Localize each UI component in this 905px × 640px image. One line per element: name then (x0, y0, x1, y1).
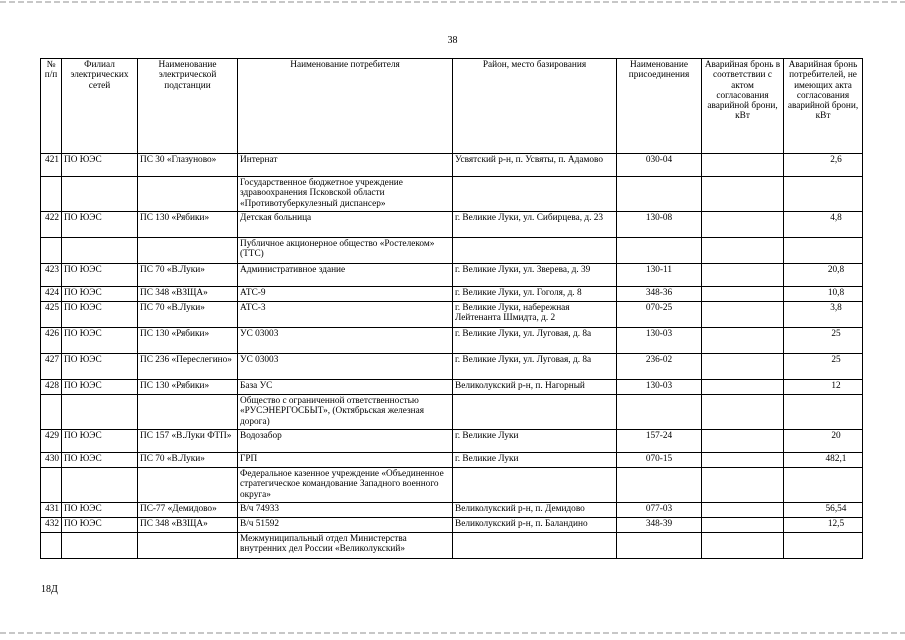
cell-reserve-without-act (784, 238, 863, 264)
header-reserve-without-act: Аварийная бронь потребителей, не имеющих акта согласования аварийной брони, кВт (784, 59, 863, 154)
table-row (41, 264, 863, 287)
cell-consumer: Детская больница (238, 212, 453, 238)
cell-consumer: УС 03003 (238, 328, 453, 354)
cell-branch: ПО ЮЭС (62, 503, 138, 518)
cell-substation (138, 238, 238, 264)
cell-num: 426 (41, 328, 62, 354)
table-row (41, 287, 863, 302)
cell-reserve-without-act (784, 533, 863, 559)
cell-reserve-with-act (702, 328, 784, 354)
cell-reserve-without-act: 20 (784, 430, 863, 453)
cell-substation (138, 177, 238, 212)
table-row (41, 533, 863, 559)
table-header-row (41, 59, 863, 154)
cell-num: 424 (41, 287, 62, 302)
cell-branch (62, 177, 138, 212)
cell-branch (62, 468, 138, 503)
cell-num (41, 238, 62, 264)
cell-consumer: Административное здание (238, 264, 453, 287)
cell-num (41, 177, 62, 212)
cell-consumer: База УС (238, 380, 453, 395)
cell-connection: 130-03 (617, 328, 702, 354)
cell-reserve-without-act: 25 (784, 328, 863, 354)
cell-substation: ПС 236 «Переслегино» (138, 354, 238, 380)
cell-num: 430 (41, 453, 62, 468)
cell-consumer: ГРП (238, 453, 453, 468)
cell-reserve-without-act: 4,8 (784, 212, 863, 238)
cell-location: Усвятский р-н, п. Усвяты, п. Адамово (453, 154, 617, 177)
table-row (41, 380, 863, 395)
cell-reserve-without-act: 12,5 (784, 518, 863, 533)
cell-consumer: АТС-9 (238, 287, 453, 302)
header-num: № п/п (41, 59, 62, 154)
table-row (41, 453, 863, 468)
cell-connection: 030-04 (617, 154, 702, 177)
cell-branch: ПО ЮЭС (62, 453, 138, 468)
cell-reserve-with-act (702, 468, 784, 503)
cell-num: 422 (41, 212, 62, 238)
scan-edge-bottom (0, 632, 905, 634)
cell-substation: ПС 130 «Рябики» (138, 212, 238, 238)
cell-connection: 070-25 (617, 302, 702, 328)
table-row (41, 468, 863, 503)
cell-num: 428 (41, 380, 62, 395)
cell-num: 425 (41, 302, 62, 328)
cell-substation: ПС 348 «ВЗЩА» (138, 518, 238, 533)
cell-reserve-without-act: 2,6 (784, 154, 863, 177)
cell-num: 429 (41, 430, 62, 453)
cell-location (453, 468, 617, 503)
cell-branch: ПО ЮЭС (62, 154, 138, 177)
header-branch: Филиал электрических сетей (62, 59, 138, 154)
header-connection: Наименование присоединения (617, 59, 702, 154)
cell-reserve-without-act: 482,1 (784, 453, 863, 468)
cell-connection: 236-02 (617, 354, 702, 380)
cell-reserve-with-act (702, 533, 784, 559)
cell-location: г. Великие Луки, ул. Луговая, д. 8а (453, 354, 617, 380)
cell-location: г. Великие Луки (453, 430, 617, 453)
cell-num: 432 (41, 518, 62, 533)
cell-reserve-with-act (702, 212, 784, 238)
cell-consumer: В/ч 51592 (238, 518, 453, 533)
cell-reserve-without-act: 20,8 (784, 264, 863, 287)
cell-location: г. Великие Луки (453, 453, 617, 468)
cell-consumer: Межмуниципальный отдел Министерства внутренних дел России «Великолукский» (238, 533, 453, 559)
cell-reserve-without-act: 3,8 (784, 302, 863, 328)
cell-consumer: Публичное акционерное общество «Ростелеком» (ТТС) (238, 238, 453, 264)
cell-consumer: Федеральное казенное учреждение «Объединенное стратегическое командование Западного военного округа» (238, 468, 453, 503)
header-reserve-with-act: Аварийная бронь в соответствии с актом согласования аварийной брони, кВт (702, 59, 784, 154)
header-consumer: Наименование потребителя (238, 59, 453, 154)
cell-connection (617, 533, 702, 559)
cell-branch: ПО ЮЭС (62, 430, 138, 453)
cell-reserve-with-act (702, 354, 784, 380)
scan-edge-top (0, 1, 905, 3)
table-row (41, 212, 863, 238)
cell-branch: ПО ЮЭС (62, 212, 138, 238)
table-row (41, 177, 863, 212)
cell-substation: ПС 30 «Глазуново» (138, 154, 238, 177)
cell-substation: ПС 130 «Рябики» (138, 328, 238, 354)
emergency-reserve-table (40, 58, 863, 559)
table-row (41, 518, 863, 533)
table-row (41, 354, 863, 380)
cell-substation: ПС 157 «В.Луки ФТП» (138, 430, 238, 453)
cell-location: г. Великие Луки, ул. Сибирцева, д. 23 (453, 212, 617, 238)
cell-connection: 070-15 (617, 453, 702, 468)
cell-substation (138, 468, 238, 503)
cell-reserve-with-act (702, 264, 784, 287)
cell-branch: ПО ЮЭС (62, 354, 138, 380)
cell-location: г. Великие Луки, ул. Луговая, д. 8а (453, 328, 617, 354)
cell-branch: ПО ЮЭС (62, 287, 138, 302)
cell-reserve-with-act (702, 238, 784, 264)
cell-reserve-with-act (702, 503, 784, 518)
cell-substation: ПС 130 «Рябики» (138, 380, 238, 395)
cell-reserve-without-act (784, 395, 863, 430)
cell-num (41, 468, 62, 503)
cell-location: г. Великие Луки, ул. Зверева, д. 39 (453, 264, 617, 287)
cell-consumer: Общество с ограниченной ответственностью «РУСЭНЕРГОСБЫТ», (Октябрьская железная дорога) (238, 395, 453, 430)
cell-substation (138, 395, 238, 430)
cell-reserve-without-act (784, 177, 863, 212)
cell-consumer: Интернат (238, 154, 453, 177)
cell-substation: ПС 70 «В.Луки» (138, 264, 238, 287)
cell-location (453, 533, 617, 559)
page-number: 38 (447, 35, 458, 46)
cell-connection: 348-39 (617, 518, 702, 533)
document-code: 18Д (41, 584, 58, 595)
cell-reserve-with-act (702, 380, 784, 395)
table-row (41, 154, 863, 177)
cell-branch (62, 533, 138, 559)
cell-substation: ПС-77 «Демидово» (138, 503, 238, 518)
cell-connection: 130-03 (617, 380, 702, 395)
cell-reserve-with-act (702, 430, 784, 453)
cell-num: 423 (41, 264, 62, 287)
table-row (41, 328, 863, 354)
cell-num: 431 (41, 503, 62, 518)
header-substation: Наименование электрической подстанции (138, 59, 238, 154)
cell-location: г. Великие Луки, ул. Гоголя, д. 8 (453, 287, 617, 302)
cell-substation: ПС 70 «В.Луки» (138, 302, 238, 328)
cell-reserve-with-act (702, 302, 784, 328)
cell-branch: ПО ЮЭС (62, 302, 138, 328)
cell-reserve-with-act (702, 177, 784, 212)
table-row (41, 238, 863, 264)
table-row (41, 395, 863, 430)
cell-location: Великолукский р-н, п. Нагорный (453, 380, 617, 395)
cell-consumer: АТС-3 (238, 302, 453, 328)
cell-substation (138, 533, 238, 559)
table-row (41, 302, 863, 328)
cell-connection (617, 395, 702, 430)
cell-connection: 130-08 (617, 212, 702, 238)
cell-connection (617, 238, 702, 264)
cell-location (453, 177, 617, 212)
cell-reserve-without-act (784, 468, 863, 503)
cell-reserve-with-act (702, 395, 784, 430)
cell-reserve-without-act: 56,54 (784, 503, 863, 518)
cell-consumer: УС 03003 (238, 354, 453, 380)
cell-consumer: Водозабор (238, 430, 453, 453)
cell-branch: ПО ЮЭС (62, 518, 138, 533)
cell-connection (617, 468, 702, 503)
cell-substation: ПС 348 «ВЗЩА» (138, 287, 238, 302)
cell-connection: 348-36 (617, 287, 702, 302)
cell-reserve-with-act (702, 453, 784, 468)
cell-num (41, 395, 62, 430)
cell-consumer: В/ч 74933 (238, 503, 453, 518)
cell-location: Великолукский р-н, п. Баландино (453, 518, 617, 533)
table-row (41, 430, 863, 453)
cell-location: г. Великие Луки, набережная Лейтенанта Шмидта, д. 2 (453, 302, 617, 328)
cell-connection: 130-11 (617, 264, 702, 287)
cell-connection: 077-03 (617, 503, 702, 518)
cell-reserve-with-act (702, 154, 784, 177)
cell-location (453, 238, 617, 264)
cell-reserve-without-act: 10,8 (784, 287, 863, 302)
cell-branch: ПО ЮЭС (62, 328, 138, 354)
cell-substation: ПС 70 «В.Луки» (138, 453, 238, 468)
cell-reserve-without-act: 25 (784, 354, 863, 380)
cell-connection: 157-24 (617, 430, 702, 453)
cell-num: 421 (41, 154, 62, 177)
cell-branch: ПО ЮЭС (62, 380, 138, 395)
cell-connection (617, 177, 702, 212)
cell-branch (62, 238, 138, 264)
header-location: Район, место базирования (453, 59, 617, 154)
cell-num: 427 (41, 354, 62, 380)
cell-branch: ПО ЮЭС (62, 264, 138, 287)
cell-location: Великолукский р-н, п. Демидово (453, 503, 617, 518)
cell-branch (62, 395, 138, 430)
table-row (41, 503, 863, 518)
cell-reserve-with-act (702, 287, 784, 302)
cell-num (41, 533, 62, 559)
cell-reserve-with-act (702, 518, 784, 533)
cell-location (453, 395, 617, 430)
cell-reserve-without-act: 12 (784, 380, 863, 395)
cell-consumer: Государственное бюджетное учреждение здравоохранения Псковской области «Противотуберкулезный диспансер» (238, 177, 453, 212)
